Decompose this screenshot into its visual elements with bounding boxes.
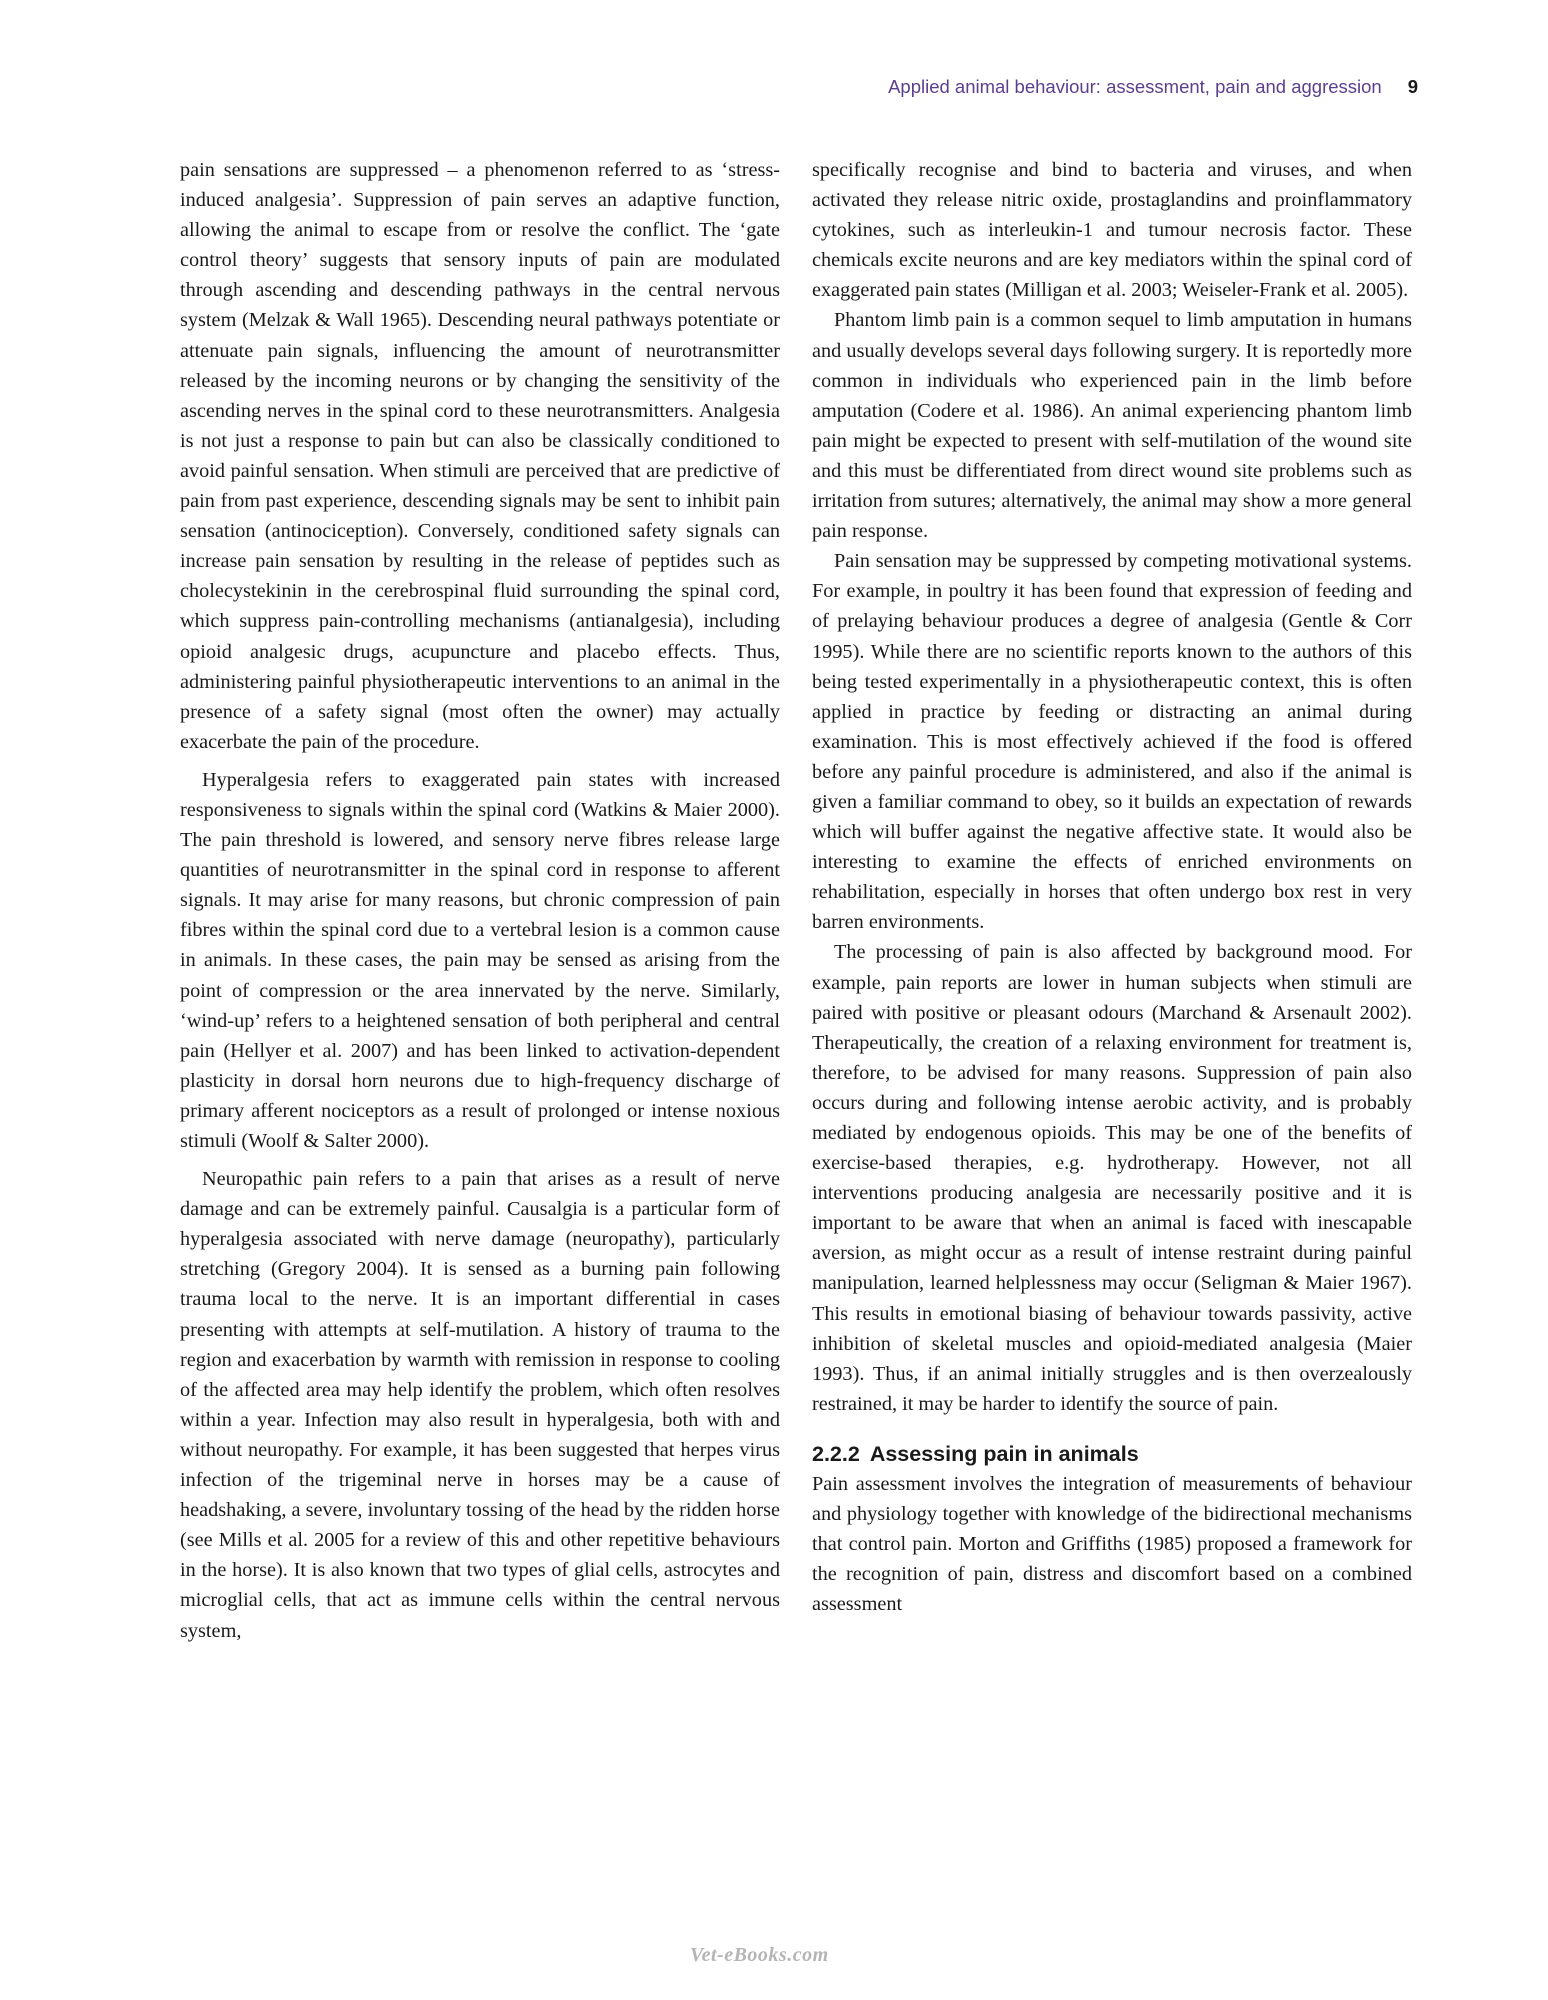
left-column bbox=[180, 155, 780, 1646]
right-column bbox=[812, 155, 1412, 1619]
section-title: Assessing pain in animals bbox=[869, 1441, 1139, 1466]
body-paragraph: pain sensations are suppressed – a phenomenon referred to as ‘stress-induced analgesia’. Suppression of pain serves an adaptive function, allowing the animal to escape from or resolve the conflict. The ‘gate control theory’ suggests that sensory inputs of pain are modulated through ascending and descending pathways in the central nervous system (Melzak & Wall 1965). Descending neural pathways potentiate or attenuate pain signals, influencing the amount of neurotransmitter released by the incoming neurons or by changing the sensitivity of the ascending nerves in the spinal cord to these neurotransmitters. Analgesia is not just a response to pain but can also be classically conditioned to avoid painful sensation. When stimuli are perceived that are predictive of pain from past experience, descending signals may be sent to inhibit pain sensation (antinociception). Conversely, conditioned safety signals can increase pain sensation by resulting in the release of peptides such as cholecystekinin in the cerebrospinal fluid surrounding the spinal cord, which suppress pain-controlling mechanisms (antianalgesia), including opioid analgesic drugs, acupuncture and placebo effects. Thus, administering painful physiotherapeutic interventions to an animal in the presence of a safety signal (most often the owner) may actually exacerbate the pain of the procedure. bbox=[180, 159, 780, 753]
page-number: 9 bbox=[1407, 76, 1418, 97]
body-paragraph: Neuropathic pain refers to a pain that arises as a result of nerve damage and can be extremely painful. Causalgia is a particular form of hyperalgesia associated with nerve damage (neuropathy), particularly stretching (Gregory 2004). It is sensed as a burning pain following trauma local to the nerve. It is an important differential in cases presenting with attempts at self-mutilation. A history of trauma to the region and exacerbation by warmth with remission in response to cooling of the affected area may help identify the problem, which often resolves within a year. Infection may also result in hyperalgesia, both with and without neuropathy. For example, it has been suggested that herpes virus infection of the trigeminal nerve in horses may be a cause of headshaking, a severe, involuntary tossing of the head by the ridden horse (see Mills et al. 2005 for a review of this and other repetitive behaviours in the horse). It is also known that two types of glial cells, astrocytes and microglial cells, that act as immune cells within the central nervous system, bbox=[180, 1168, 780, 1642]
body-paragraph: specifically recognise and bind to bacteria and viruses, and when activated they release nitric oxide, prostaglandins and proinflammatory cytokines, such as interleukin-1 and tumour necrosis factor. These chemicals excite neurons and are key mediators within the spinal cord of exaggerated pain states (Milligan et al. 2003; Weiseler-Frank et al. 2005). bbox=[812, 159, 1412, 302]
running-title: Applied animal behaviour: assessment, pain and aggression bbox=[888, 76, 1382, 97]
body-paragraph: Hyperalgesia refers to exaggerated pain states with increased responsiveness to signals within the spinal cord (Watkins & Maier 2000). The pain threshold is lowered, and sensory nerve fibres release large quantities of neurotransmitter in the spinal cord in response to afferent signals. It may arise for many reasons, but chronic compression of pain fibres within the spinal cord due to a vertebral lesion is a common cause in animals. In these cases, the pain may be sensed as arising from the point of compression or the area innervated by the nerve. Similarly, ‘wind-up’ refers to a heightened sensation of both peripheral and central pain (Hellyer et al. 2007) and has been linked to activation-dependent plasticity in dorsal horn neurons due to high-frequency discharge of primary afferent nociceptors as a result of prolonged or intense noxious stimuli (Woolf & Salter 2000). bbox=[180, 768, 780, 1152]
section-body-paragraph: Pain assessment involves the integration of measurements of behaviour and physiology together with knowledge of the bidirectional mechanisms that control pain. Morton and Griffiths (1985) proposed a framework for the recognition of pain, distress and discomfort based on a combined assessment bbox=[812, 1472, 1412, 1616]
running-header bbox=[888, 76, 1418, 98]
section-heading bbox=[812, 1439, 1412, 1469]
body-paragraph: Pain sensation may be suppressed by competing motivational systems. For example, in poultry it has been found that expression of feeding and of prelaying behaviour produces a degree of analgesia (Gentle & Corr 1995). While there are no scientific reports known to the authors of this being tested experimentally in a physiotherapeutic context, this is often applied in practice by feeding or distracting an animal during examination. This is most effectively achieved if the food is offered before any painful procedure is administered, and also if the animal is given a familiar command to obey, so it builds an expectation of rewards which will buffer against the negative affective state. It would also be interesting to examine the effects of enriched environments on rehabilitation, especially in horses that often undergo box rest in very barren environments. bbox=[812, 550, 1412, 934]
body-paragraph: The processing of pain is also affected by background mood. For example, pain reports are lower in human subjects when stimuli are paired with positive or pleasant odours (Marchand & Arsenault 2002). Therapeutically, the creation of a relaxing environment for treatment is, therefore, to be advised for many reasons. Suppression of pain also occurs during and following intense aerobic activity, and is probably mediated by endogenous opioids. This may be one of the benefits of exercise-based therapies, e.g. hydrotherapy. However, not all interventions producing analgesia are necessarily positive and it is important to be aware that when an animal is faced with inescapable aversion, as might occur as a result of intense restraint during painful manipulation, learned helplessness may occur (Seligman & Maier 1967). This results in emotional biasing of behaviour towards passivity, active inhibition of skeletal muscles and opioid-mediated analgesia (Maier 1993). Thus, if an animal initially struggles and is then overzealously restrained, it may be harder to identify the source of pain. bbox=[812, 941, 1412, 1415]
body-paragraph: Phantom limb pain is a common sequel to limb amputation in humans and usually develops several days following surgery. It is reportedly more common in individuals who experienced pain in the limb before amputation (Codere et al. 1986). An animal experiencing phantom limb pain might be expected to present with self-mutilation of the wound site and this must be differentiated from direct wound site problems such as irritation from sutures; alternatively, the animal may show a more general pain response. bbox=[812, 309, 1412, 543]
watermark-logo: Vet-eBooks.com bbox=[690, 1944, 829, 1966]
section-number: 2.2.2 bbox=[812, 1441, 860, 1466]
